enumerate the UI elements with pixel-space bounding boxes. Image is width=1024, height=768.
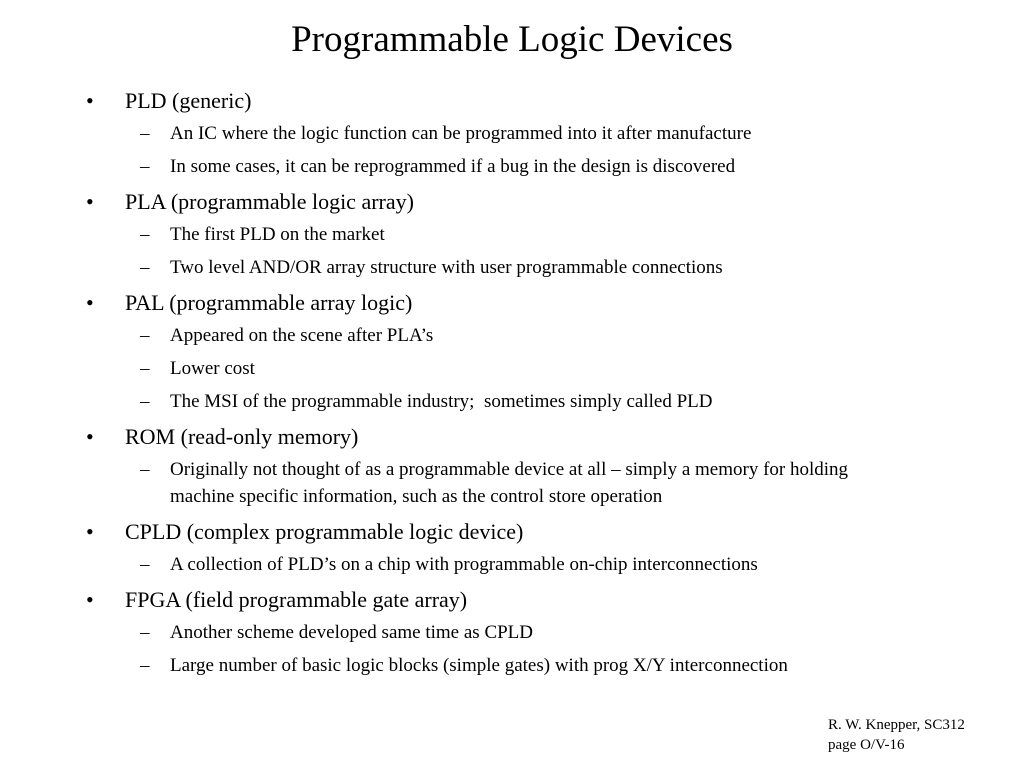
sub-item-text: In some cases, it can be reprogrammed if a bug in the design is discovered (170, 156, 736, 177)
bullet-icon: • (86, 189, 94, 214)
dash-icon: – (140, 622, 150, 643)
dash-icon: – (140, 358, 150, 379)
sub-item (0, 548, 1024, 581)
list-item-cpld (0, 515, 1024, 581)
sub-item-text: The MSI of the programmable industry; sometimes simply called PLD (170, 391, 713, 412)
list-item-rom (0, 420, 1024, 513)
sub-item-text: Two level AND/OR array structure with user programmable connections (170, 257, 723, 278)
list-item-fpga (0, 583, 1024, 682)
sub-item (0, 649, 1024, 682)
sub-item-text: Appeared on the scene after PLA’s (170, 325, 434, 346)
sub-item-text: Lower cost (170, 358, 255, 379)
sub-item (0, 319, 1024, 352)
list-item-pal (0, 286, 1024, 418)
list-item-heading: ROM (read-only memory) (125, 424, 359, 449)
sub-item-text: Another scheme developed same time as CPLD (170, 622, 534, 643)
dash-icon: – (140, 459, 150, 480)
slide-footer (828, 715, 965, 755)
sub-item-text: Large number of basic logic blocks (simple gates) with prog X/Y interconnection (170, 655, 788, 676)
sub-item (0, 150, 1024, 183)
bullet-icon: • (86, 587, 94, 612)
dash-icon: – (140, 325, 150, 346)
list-item-heading: PLD (generic) (125, 88, 252, 113)
slide-title: Programmable Logic Devices (291, 19, 733, 60)
dash-icon: – (140, 391, 150, 412)
sub-item (0, 218, 1024, 251)
sub-item-text: The first PLD on the market (170, 224, 385, 245)
sub-item (0, 352, 1024, 385)
bullet-icon: • (86, 519, 94, 544)
dash-icon: – (140, 123, 150, 144)
sub-item (0, 616, 1024, 649)
dash-icon: – (140, 257, 150, 278)
bullet-icon: • (86, 424, 94, 449)
bullet-icon: • (86, 88, 94, 113)
bullet-icon: • (86, 290, 94, 315)
footer-page-number: page O/V-16 (828, 737, 905, 753)
sub-item (0, 117, 1024, 150)
list-item-heading: FPGA (field programmable gate array) (125, 587, 468, 612)
sub-item (0, 453, 1024, 513)
sub-item (0, 385, 1024, 418)
list-item-heading: CPLD (complex programmable logic device) (125, 519, 524, 544)
list-item-pld (0, 84, 1024, 183)
bullet-list (0, 84, 1024, 682)
list-item-heading: PAL (programmable array logic) (125, 290, 413, 315)
list-item-pla (0, 185, 1024, 284)
sub-item-text: Originally not thought of as a programmable device at all – simply a memory for holding machine specific information, such as the control store operation (170, 459, 849, 507)
sub-item-text: A collection of PLD’s on a chip with programmable on-chip interconnections (170, 554, 758, 575)
sub-item (0, 251, 1024, 284)
dash-icon: – (140, 224, 150, 245)
footer-author: R. W. Knepper, SC312 (828, 717, 965, 733)
dash-icon: – (140, 655, 150, 676)
list-item-heading: PLA (programmable logic array) (125, 189, 414, 214)
dash-icon: – (140, 156, 150, 177)
dash-icon: – (140, 554, 150, 575)
sub-item-text: An IC where the logic function can be programmed into it after manufacture (170, 123, 752, 144)
